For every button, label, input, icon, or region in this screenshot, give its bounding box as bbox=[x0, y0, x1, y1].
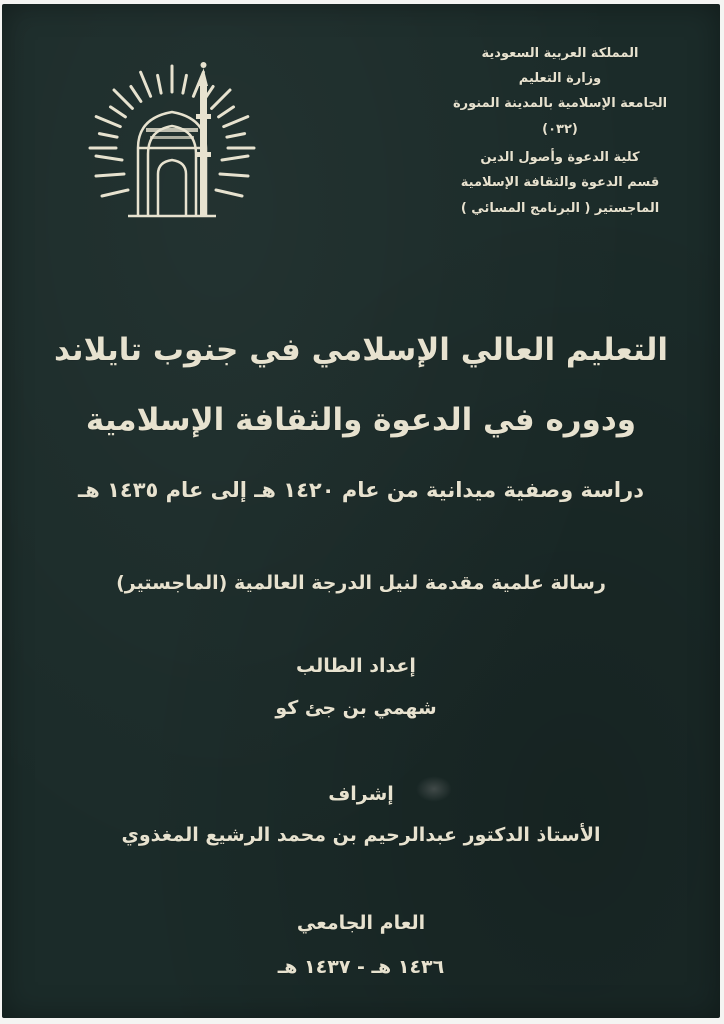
emblem-ray bbox=[141, 72, 151, 96]
header-ministry: وزارة التعليم bbox=[518, 71, 602, 86]
academic-year-value: ١٤٣٦ هـ - ١٤٣٧ هـ bbox=[277, 956, 445, 978]
thesis-cover bbox=[2, 4, 720, 1018]
thesis-note: رسالة علمية مقدمة لنيل الدرجة العالمية (الماجستير) bbox=[116, 572, 606, 594]
thesis-title-line2: ودوره في الدعوة والثقافة الإسلامية bbox=[85, 402, 637, 438]
supervision-label: إشراف bbox=[328, 783, 394, 805]
emblem-ray bbox=[96, 174, 124, 176]
emblem-ray bbox=[102, 190, 128, 196]
emblem-ray bbox=[99, 134, 117, 138]
student-label: إعداد الطالب bbox=[296, 655, 416, 677]
supervisor-name: الأستاذ الدكتور عبدالرحيم بن محمد الرشيع المغذوي bbox=[121, 824, 601, 846]
academic-year-label: العام الجامعي bbox=[296, 912, 426, 934]
emblem-ray bbox=[183, 75, 187, 93]
header-university: الجامعة الإسلامية بالمدينة المنورة bbox=[452, 96, 668, 111]
header-program: الماجستير ( البرنامج المسائي ) bbox=[460, 201, 660, 216]
emblem-ray bbox=[222, 156, 248, 160]
emblem-ray bbox=[158, 75, 162, 93]
header-department: قسم الدعوة والثقافة الإسلامية bbox=[460, 175, 660, 190]
emblem-ray bbox=[131, 87, 141, 102]
emblem-ray bbox=[114, 90, 132, 108]
header-kingdom: المملكة العربية السعودية bbox=[481, 46, 639, 61]
emblem-ray bbox=[224, 117, 248, 127]
emblem-ray bbox=[220, 174, 248, 176]
emblem-ray bbox=[216, 190, 242, 196]
student-name: شهمي بن جئ كو bbox=[275, 697, 437, 719]
emblem-ray bbox=[111, 107, 126, 117]
thesis-subtitle: دراسة وصفية ميدانية من عام ١٤٢٠ هـ إلى عام ١٤٣٥ هـ bbox=[78, 478, 644, 502]
header-college: كلية الدعوة وأصول الدين bbox=[480, 150, 640, 165]
university-emblem-icon bbox=[88, 56, 256, 226]
thesis-title-line1: التعليم العالي الإسلامي في جنوب تايلاند bbox=[54, 332, 668, 368]
emblem-ray bbox=[227, 134, 245, 138]
header-number: (٠٣٢) bbox=[542, 122, 578, 137]
emblem-ray bbox=[219, 107, 234, 117]
emblem-ray bbox=[212, 90, 230, 108]
emblem-ray bbox=[96, 117, 120, 127]
emblem-ray bbox=[96, 156, 122, 160]
